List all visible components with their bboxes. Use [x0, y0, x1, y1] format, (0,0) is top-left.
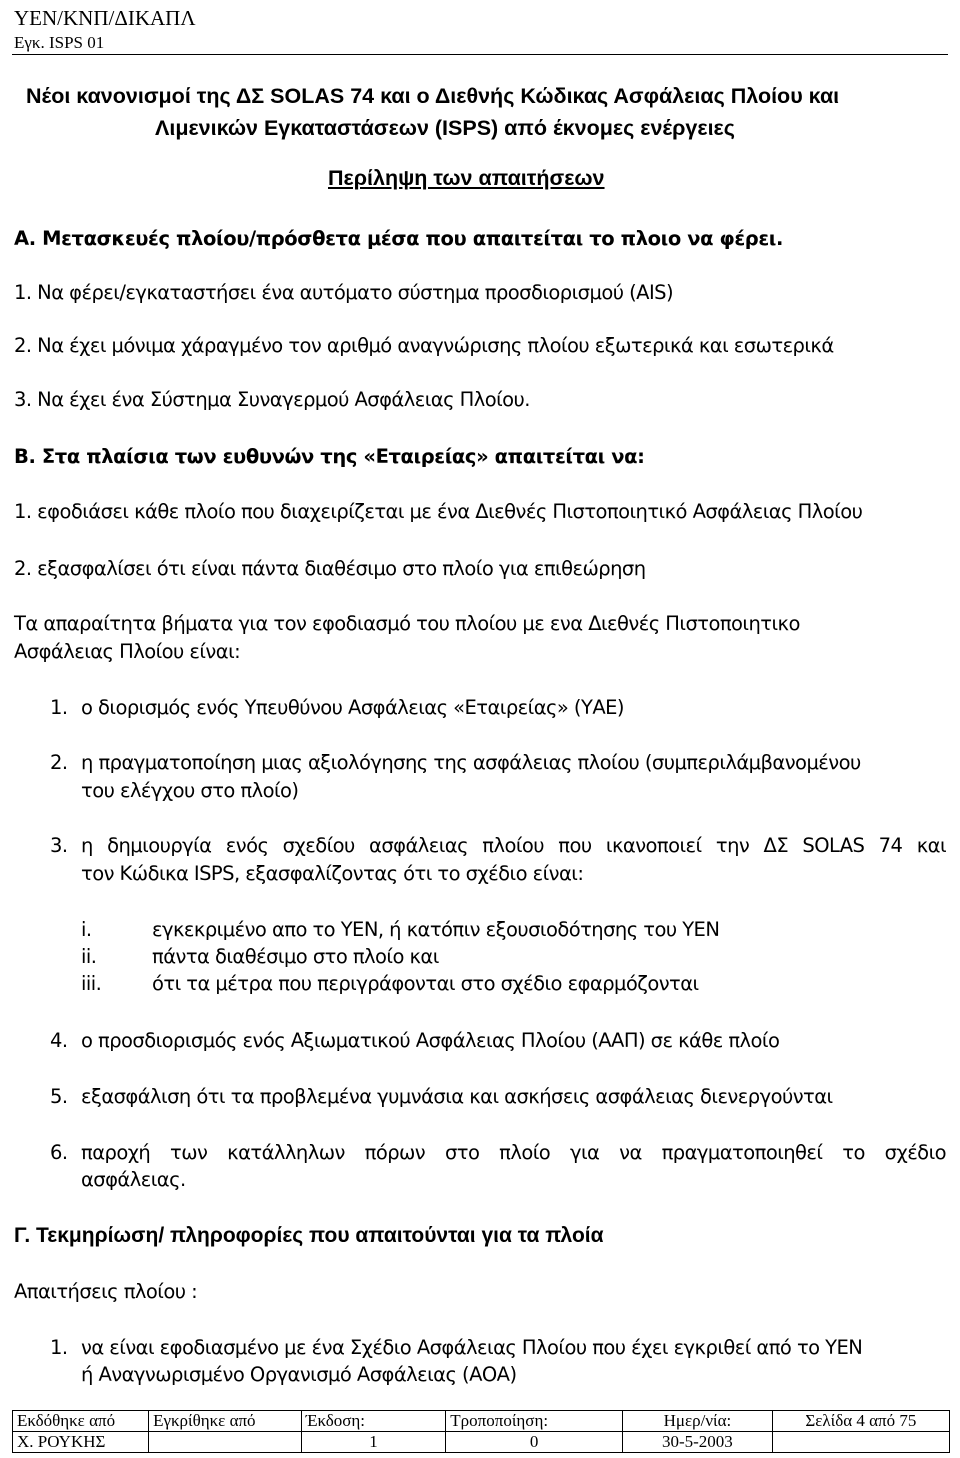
section-a-heading: Α. Μετασκευές πλοίου/πρόσθετα μέσα που απαιτείται το πλοιο να φέρει. [14, 227, 784, 250]
section-b-heading: Β. Στα πλαίσια των ευθυνών της «Εταιρείας» απαιτείται να: [14, 445, 645, 468]
step-4-text: ο προσδιορισμός ενός Αξιωματικού Ασφάλειας Πλοίου (ΑΑΠ) σε κάθε πλοίο [81, 1029, 780, 1052]
step-number: 4. [50, 1029, 68, 1052]
footer-revision-label: Τροποποίηση: [446, 1411, 623, 1432]
step-2-text-line-1: η πραγματοποίηση μιας αξιολόγησης της ασφάλειας πλοίου (συμπεριλάμβανομένου [81, 751, 861, 774]
step-number: 1. [50, 696, 68, 719]
circular-number: Εγκ. ISPS 01 [14, 33, 105, 52]
document-subtitle: Περίληψη των απαιτήσεων [328, 166, 605, 190]
step-number: 5. [50, 1085, 68, 1108]
subitem-i-text: εγκεκριμένο απο το ΥΕΝ, ή κατόπιν εξουσιοδότησης του ΥΕΝ [152, 918, 720, 941]
document-code: ΥΕΝ/ΚΝΠ/ΔΙΚΑΠΛ [14, 6, 196, 30]
footer-approved-by-label: Εγκρίθηκε από [149, 1411, 302, 1432]
section-a-item-3: 3. Να έχει ένα Σύστημα Συναγερμού Ασφάλειας Πλοίου. [14, 388, 530, 411]
section-b-item-2: 2. εξασφαλίσει ότι είναι πάντα διαθέσιμο στο πλοίο για επιθεώρηση [14, 557, 646, 580]
footer-header-row [13, 1411, 950, 1432]
footer-issued-by-label: Εκδόθηκε από [13, 1411, 149, 1432]
footer-revision-value: 0 [446, 1432, 623, 1453]
step-1-text: ο διορισμός ενός Υπευθύνου Ασφάλειας «Εταιρείας» (ΥΑΕ) [81, 696, 624, 719]
step-number: 2. [50, 751, 68, 774]
document-title-line-2: Λιμενικών Εγκαταστάσεων (ISPS) από έκνομες ενέργειες [155, 116, 735, 140]
subitem-number: i. [81, 918, 92, 941]
steps-intro-line-1: Τα απαραίτητα βήματα για τον εφοδιασμό του πλοίου με ενα Διεθνές Πιστοποιητικο [14, 612, 800, 635]
step-5-text: εξασφάλιση ότι τα προβλεμένα γυμνάσια και ασκήσεις ασφάλειας διενεργούνται [81, 1085, 833, 1108]
footer-table [12, 1410, 950, 1453]
footer-issued-by-value: Χ. ΡΟΥΚΗΣ [13, 1432, 149, 1453]
step-6-text-line-1: παροχή των κατάλληλων πόρων στο πλοίο για να πραγματοποιηθεί το σχέδιο [81, 1141, 946, 1164]
step-number: 6. [50, 1141, 68, 1164]
subitem-number: ii. [81, 945, 97, 968]
subitem-ii-text: πάντα διαθέσιμο στο πλοίο και [152, 945, 439, 968]
step-6-text-line-2: ασφάλειας. [81, 1168, 186, 1191]
header-divider [12, 54, 948, 55]
steps-intro-line-2: Ασφάλειας Πλοίου είναι: [14, 640, 241, 663]
footer-date-value: 30-5-2003 [623, 1432, 773, 1453]
footer-value-row [13, 1432, 950, 1453]
subitem-iii-text: ότι τα μέτρα που περιγράφονται στο σχέδιο εφαρμόζονται [152, 972, 699, 995]
step-number: 3. [50, 834, 68, 857]
footer-empty-cell [772, 1432, 949, 1453]
section-c-intro: Απαιτήσεις πλοίου : [14, 1280, 198, 1303]
footer-edition-value: 1 [301, 1432, 446, 1453]
section-b-item-1: 1. εφοδιάσει κάθε πλοίο που διαχειρίζεται με ένα Διεθνές Πιστοποιητικό Ασφάλειας Πλοίου [14, 500, 863, 523]
section-c-item-number: 1. [50, 1336, 68, 1359]
section-a-item-2: 2. Να έχει μόνιμα χάραγμένο τον αριθμό αναγνώρισης πλοίου εξωτερικά και εσωτερικά [14, 334, 834, 357]
section-c-heading: Γ. Τεκμηρίωση/ πληροφορίες που απαιτούνται για τα πλοία [14, 1224, 604, 1247]
footer-page-number: Σελίδα 4 από 75 [772, 1411, 949, 1432]
step-2-text-line-2: του ελέγχου στο πλοίο) [81, 779, 299, 802]
footer-date-label: Ημερ/νία: [623, 1411, 773, 1432]
step-3-text-line-1: η δημιουργία ενός σχεδίου ασφάλειας πλοίου που ικανοποιεί την ΔΣ SOLAS 74 και [81, 834, 946, 857]
section-c-item-line-2: ή Αναγνωρισμένο Οργανισμό Ασφάλειας (ΑΟΑ) [81, 1363, 517, 1386]
section-c-item-line-1: να είναι εφοδιασμένο με ένα Σχέδιο Ασφάλειας Πλοίου που έχει εγκριθεί από το ΥΕΝ [81, 1336, 863, 1359]
document-title-line-1: Νέοι κανονισμοί της ΔΣ SOLAS 74 και ο Διεθνής Κώδικας Ασφάλειας Πλοίου και [26, 84, 840, 108]
subitem-number: iii. [81, 972, 102, 995]
footer-approved-by-value [149, 1432, 302, 1453]
step-3-text-line-2: τον Κώδικα ISPS, εξασφαλίζοντας ότι το σχέδιο είναι: [81, 862, 584, 885]
section-a-item-1: 1. Να φέρει/εγκαταστήσει ένα αυτόματο σύστημα προσδιορισμού (AIS) [14, 281, 674, 304]
footer-edition-label: Έκδοση: [301, 1411, 446, 1432]
